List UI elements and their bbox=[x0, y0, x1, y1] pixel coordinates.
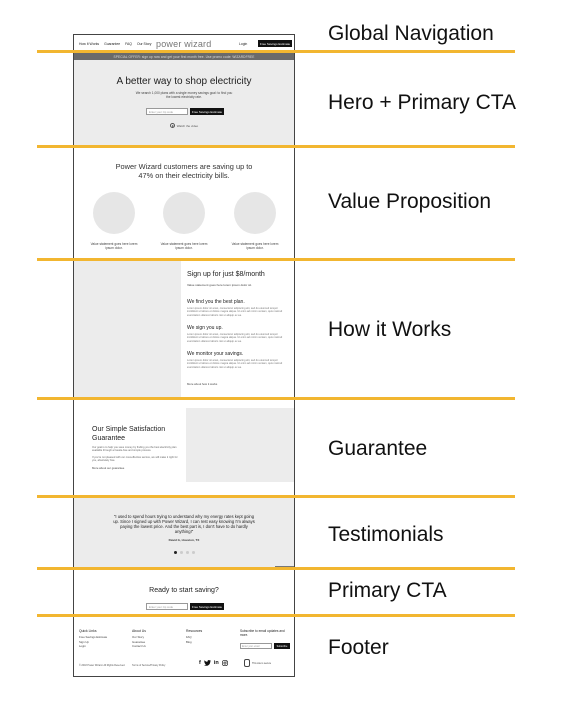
nav-link-how-it-works[interactable]: How It Works bbox=[79, 42, 100, 46]
value-title: Power Wizard customers are saving up to 47% on their electricity bills. bbox=[115, 162, 253, 180]
how-it-works-section bbox=[74, 260, 294, 398]
testimonial-quote: "I used to spend hours trying to understand why my energy rates kept going up. Since I signed up with Power Wizard, I can rest easy knowing I'm always paying the lowest price. And the best part is, I don't have to do hardly anything!" bbox=[113, 514, 255, 534]
email-input[interactable]: Enter your email bbox=[240, 643, 272, 649]
nav-savings-button[interactable]: Free Savings Estimate bbox=[259, 41, 291, 46]
hero-section bbox=[74, 60, 294, 148]
how-subtitle: Value statement goes here lorem ipsum dolor sit. bbox=[187, 283, 252, 287]
promo-banner: SPECIAL OFFER: sign up now and get your first month free. Use promo code: WIZARDFREE bbox=[74, 53, 294, 60]
how-image-placeholder bbox=[74, 260, 181, 398]
instagram-icon[interactable] bbox=[222, 660, 228, 666]
carousel-dot[interactable] bbox=[192, 551, 195, 554]
label-guarantee: Guarantee bbox=[328, 437, 428, 460]
footer-col-quick-links bbox=[79, 629, 107, 649]
footer-link[interactable]: Our Story bbox=[132, 635, 144, 639]
label-footer: Footer bbox=[328, 636, 389, 659]
carousel-dot[interactable] bbox=[186, 551, 189, 554]
label-hero: Hero + Primary CTA bbox=[328, 91, 517, 114]
cta-zip-input[interactable]: Enter your zip code bbox=[146, 603, 188, 610]
security-text: This site is secure bbox=[252, 661, 272, 665]
social-links bbox=[199, 660, 228, 666]
login-link[interactable]: Login bbox=[239, 42, 248, 46]
section-divider bbox=[37, 495, 515, 498]
value-image-placeholder bbox=[163, 192, 205, 234]
guarantee-paragraph: If you're not pleased with our cost-effective service, we will make it right for you, absolutely free. bbox=[92, 456, 178, 463]
section-divider bbox=[37, 258, 515, 261]
testimonials-section bbox=[74, 498, 294, 568]
play-icon bbox=[170, 123, 175, 128]
hero-subtitle: We search 1,000 plans with a single money savings goal: to find you the lowest electricity rate. bbox=[135, 91, 233, 99]
carousel-dot[interactable] bbox=[180, 551, 183, 554]
step-body: Lorem ipsum dolor sit amet, consectetur adipiscing elit, sed do eiusmod tempor incididunt ut labore et dolore magna aliqua. Ut enim ad minim veniam, quis nostrud exercitation ullamco laboris nisi ut aliquip ex ea. bbox=[187, 333, 283, 343]
guarantee-paragraph: Our goal is to help you save money by finding you the best electricity plan available through a hassle-free and simple process. bbox=[92, 446, 177, 453]
value-statement: Value statement goes here lorem ipsum dolor. bbox=[231, 242, 279, 250]
step-title: We monitor your savings. bbox=[187, 351, 244, 357]
label-testimonials: Testimonials bbox=[328, 523, 444, 546]
logo-word-power: power bbox=[156, 39, 182, 49]
footer-link[interactable]: Free Savings Estimate bbox=[79, 635, 108, 639]
security-badge bbox=[244, 659, 272, 667]
value-statement: Value statement goes here lorem ipsum dolor. bbox=[90, 242, 138, 250]
footer-link[interactable]: Sign Up bbox=[79, 639, 89, 644]
how-title: Sign up for just $8/month bbox=[187, 271, 265, 278]
carousel-dot-active[interactable] bbox=[174, 551, 177, 554]
section-divider bbox=[37, 145, 515, 148]
cta-savings-button[interactable]: Free Savings Estimate bbox=[191, 604, 223, 609]
footer-link[interactable]: Blog bbox=[186, 639, 192, 644]
nav-link-faq[interactable]: FAQ bbox=[125, 42, 132, 46]
step-title: We find you the best plan. bbox=[187, 299, 245, 305]
value-image-placeholder bbox=[234, 192, 276, 234]
label-primary-cta: Primary CTA bbox=[328, 579, 447, 602]
wireframe-page bbox=[73, 34, 295, 677]
watch-video-link[interactable] bbox=[74, 123, 294, 128]
linkedin-icon[interactable]: in bbox=[213, 660, 219, 666]
terms-link[interactable]: Terms of Service/Privacy Policy bbox=[132, 664, 166, 667]
footer-heading: About Us bbox=[132, 629, 146, 633]
step-title: We sign you up. bbox=[187, 325, 223, 331]
lock-icon bbox=[244, 659, 250, 667]
label-global-navigation: Global Navigation bbox=[328, 22, 494, 45]
footer-link[interactable]: Contact Us bbox=[132, 644, 146, 649]
step-body: Lorem ipsum dolor sit amet, consectetur adipiscing elit, sed do eiusmod tempor incididunt ut labore et dolore magna aliqua. Ut enim ad minim veniam, quis nostrud exercitation ullamco laboris nisi ut aliquip ex ea. bbox=[187, 359, 283, 369]
value-statement: Value statement goes here lorem ipsum dolor. bbox=[160, 242, 208, 250]
hero-zip-form bbox=[146, 108, 224, 115]
hero-zip-input[interactable]: Enter your zip code bbox=[146, 108, 188, 115]
section-divider bbox=[37, 614, 515, 617]
nav-link-guarantee[interactable]: Guarantee bbox=[104, 42, 121, 46]
step-body: Lorem ipsum dolor sit amet, consectetur adipiscing elit, sed do eiusmod tempor incididunt ut labore et dolore magna aliqua. Ut enim ad minim veniam, quis nostrud exercitation ullamco laboris nisi ut aliquip ex ea. bbox=[187, 307, 283, 317]
footer-col-about bbox=[132, 629, 146, 649]
subscribe-button[interactable]: Subscribe bbox=[274, 643, 290, 649]
how-more-link[interactable]: More about how it works bbox=[187, 382, 218, 386]
hero-title: A better way to shop electricity bbox=[116, 76, 252, 87]
footer-heading: Quick Links bbox=[79, 629, 97, 633]
section-divider bbox=[37, 397, 515, 400]
footer-link[interactable]: Guarantee bbox=[132, 639, 146, 644]
footer-col-resources bbox=[186, 629, 202, 644]
nav-links bbox=[79, 42, 151, 46]
cta-zip-form bbox=[146, 603, 224, 610]
logo-word-wizard: wizard bbox=[184, 39, 212, 49]
facebook-icon[interactable]: f bbox=[199, 660, 201, 666]
footer bbox=[74, 625, 294, 677]
guarantee-image-placeholder bbox=[186, 408, 294, 482]
testimonial-author: David G, Houston, TX bbox=[168, 538, 200, 542]
label-value-proposition: Value Proposition bbox=[328, 190, 492, 213]
section-divider bbox=[37, 567, 515, 570]
carousel-dots bbox=[74, 551, 294, 554]
footer-link[interactable]: FAQ bbox=[186, 635, 192, 639]
cta-title: Ready to start saving? bbox=[149, 587, 219, 594]
guarantee-more-link[interactable]: More about our guarantee bbox=[92, 466, 125, 470]
twitter-icon[interactable] bbox=[204, 660, 211, 666]
hero-savings-button[interactable]: Free Savings Estimate bbox=[191, 109, 223, 114]
footer-heading: Resources bbox=[186, 629, 203, 633]
watch-video-label: Watch the video bbox=[176, 123, 199, 128]
copyright: © 2018 Power Wizard. All Rights Reserved. bbox=[79, 664, 126, 667]
footer-link[interactable]: Login bbox=[79, 644, 86, 649]
logo[interactable] bbox=[156, 39, 211, 49]
subscribe-text: Subscribe to email updates and more. bbox=[240, 629, 285, 637]
label-how-it-works: How it Works bbox=[328, 318, 452, 341]
guarantee-section bbox=[74, 398, 294, 498]
value-image-placeholder bbox=[93, 192, 135, 234]
value-proposition-section bbox=[74, 148, 294, 260]
primary-cta-section bbox=[74, 572, 294, 619]
section-divider bbox=[37, 50, 515, 53]
subscribe-form bbox=[240, 643, 290, 649]
guarantee-title: Our Simple Satisfaction Guarantee bbox=[92, 426, 166, 442]
nav-link-our-story[interactable]: Our Story bbox=[136, 42, 152, 46]
